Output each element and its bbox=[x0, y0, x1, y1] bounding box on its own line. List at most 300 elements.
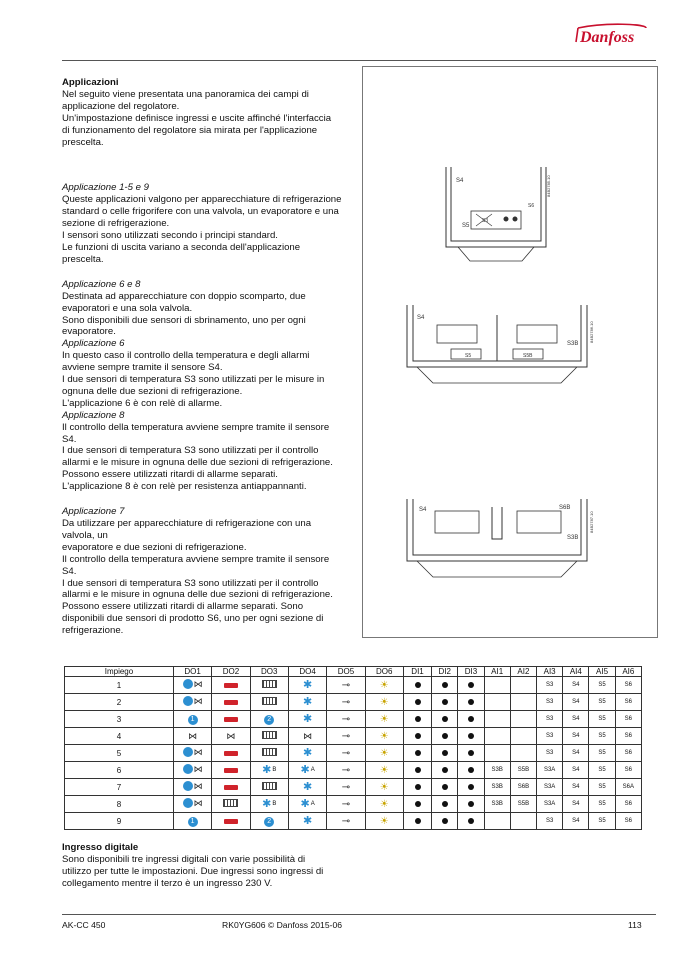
input-dot-icon bbox=[468, 784, 474, 790]
di2-cell bbox=[432, 728, 458, 745]
fan-circle-icon bbox=[183, 798, 193, 808]
digital-input-body bbox=[62, 854, 354, 890]
app-1-5-9-title: Applicazione 1-5 e 9 bbox=[62, 182, 149, 194]
text-line: Sono disponibili tre ingressi digitali con varie possibilità di bbox=[62, 853, 306, 865]
di1-cell bbox=[403, 711, 431, 728]
di2-cell bbox=[432, 745, 458, 762]
input-dot-icon bbox=[415, 682, 421, 688]
diag1-s3: S3 bbox=[482, 218, 489, 224]
diag2-s3b: S3B bbox=[567, 341, 579, 347]
row-id: 9 bbox=[65, 813, 174, 830]
evaporator-fan-icon: ⊸ bbox=[341, 696, 351, 708]
do1-cell bbox=[173, 711, 211, 728]
text-line: Sono disponibili due sensori di sbrinamento, uno per ogni bbox=[62, 314, 306, 326]
di3-cell bbox=[458, 728, 484, 745]
di3-cell bbox=[458, 711, 484, 728]
input-dot-icon bbox=[415, 818, 421, 824]
ai2-cell bbox=[510, 813, 536, 830]
do6-cell bbox=[365, 694, 403, 711]
row-id: 7 bbox=[65, 779, 174, 796]
app-7-body bbox=[62, 518, 354, 637]
ai1-cell: S3B bbox=[484, 796, 510, 813]
compressor-1-icon: 1 bbox=[188, 715, 198, 725]
danfoss-logo bbox=[566, 20, 656, 50]
section-b-tag: B bbox=[272, 801, 277, 807]
app-7-title: Applicazione 7 bbox=[62, 506, 125, 518]
table-row bbox=[65, 694, 642, 711]
input-dot-icon bbox=[415, 716, 421, 722]
do3-cell bbox=[250, 779, 288, 796]
diag3-code: 84B2787.10 bbox=[589, 511, 594, 533]
valve-icon: ⋈ bbox=[188, 730, 198, 741]
do6-cell bbox=[365, 779, 403, 796]
table-row bbox=[65, 745, 642, 762]
diag2-s5: S5 bbox=[465, 353, 472, 359]
input-dot-icon bbox=[415, 733, 421, 739]
fan-icon: ✱ bbox=[302, 713, 313, 725]
do5-cell bbox=[327, 779, 365, 796]
text-line: S4. bbox=[62, 433, 77, 445]
diag3-s6b: S6B bbox=[559, 505, 571, 511]
do4-cell bbox=[288, 779, 326, 796]
text-line: evaporatore e due sezioni di refrigerazione. bbox=[62, 541, 247, 553]
valve-icon: ⋈ bbox=[193, 695, 203, 706]
ai4-cell: S4 bbox=[563, 694, 589, 711]
ai4-cell: S4 bbox=[563, 711, 589, 728]
ai1-cell bbox=[484, 745, 510, 762]
ai1-cell: S3B bbox=[484, 779, 510, 796]
defrost-heater-icon bbox=[262, 680, 277, 688]
ai4-cell: S4 bbox=[563, 813, 589, 830]
app-6-body bbox=[62, 350, 354, 410]
do1-cell bbox=[173, 796, 211, 813]
do2-cell bbox=[212, 728, 250, 745]
do5-cell bbox=[327, 728, 365, 745]
input-dot-icon bbox=[442, 784, 448, 790]
do6-cell bbox=[365, 813, 403, 830]
di1-cell bbox=[403, 762, 431, 779]
table-row bbox=[65, 762, 642, 779]
text-line: Possono essere utilizzati ritardi di allarme separati. bbox=[62, 469, 278, 481]
do4-cell bbox=[288, 728, 326, 745]
di3-cell bbox=[458, 762, 484, 779]
do3-cell bbox=[250, 813, 288, 830]
evaporator-fan-icon: ⊸ bbox=[341, 815, 351, 827]
table-row bbox=[65, 779, 642, 796]
do3-cell bbox=[250, 796, 288, 813]
fan-icon: ✱ bbox=[262, 798, 272, 810]
text-line: L'applicazione 6 è con relè di allarme. bbox=[62, 397, 223, 409]
ai6-cell: S6 bbox=[615, 711, 641, 728]
light-icon: ☀ bbox=[379, 781, 389, 793]
text-line: Nel seguito viene presentata una panoramica dei campi di bbox=[62, 88, 309, 100]
text-line: disponibili due sensori di prodotto S6, uno per ogni sezione di bbox=[62, 613, 324, 625]
do5-cell bbox=[327, 813, 365, 830]
column-header: AI6 bbox=[615, 667, 641, 677]
do3-cell bbox=[250, 711, 288, 728]
table-header-row bbox=[65, 667, 642, 677]
input-dot-icon bbox=[442, 767, 448, 773]
defrost-heater-icon bbox=[262, 731, 277, 739]
table-row bbox=[65, 728, 642, 745]
di3-cell bbox=[458, 694, 484, 711]
input-dot-icon bbox=[442, 801, 448, 807]
input-dot-icon bbox=[468, 699, 474, 705]
do3-cell bbox=[250, 694, 288, 711]
ai3-cell: S3 bbox=[537, 711, 563, 728]
diag1-s5: S5 bbox=[462, 223, 470, 229]
text-line: evaporatore. bbox=[62, 326, 116, 338]
defrost-heater-icon bbox=[262, 697, 277, 705]
do5-cell bbox=[327, 711, 365, 728]
column-header: DO4 bbox=[288, 667, 326, 677]
text-line: Un'impostazione definisce ingressi e uscite affinché l'interfaccia bbox=[62, 112, 332, 124]
intro-body bbox=[62, 89, 354, 149]
ai6-cell: S6 bbox=[615, 796, 641, 813]
column-header: DO1 bbox=[173, 667, 211, 677]
logo-text: Danfoss bbox=[580, 29, 635, 46]
ai5-cell: S5 bbox=[589, 711, 615, 728]
input-dot-icon bbox=[415, 750, 421, 756]
light-icon: ☀ bbox=[379, 713, 389, 725]
do6-cell bbox=[365, 745, 403, 762]
row-id: 4 bbox=[65, 728, 174, 745]
di3-cell bbox=[458, 779, 484, 796]
input-dot-icon bbox=[468, 801, 474, 807]
ai1-cell bbox=[484, 728, 510, 745]
valve-icon: ⋈ bbox=[193, 797, 203, 808]
text-line: I due sensori di temperatura S3 sono utilizzati per il controllo bbox=[62, 445, 319, 457]
input-dot-icon bbox=[468, 716, 474, 722]
text-line: S4. bbox=[62, 565, 77, 577]
text-line: standard o celle frigorifere con una valvola, un evaporatore e una bbox=[62, 206, 339, 218]
heater-icon bbox=[224, 683, 238, 688]
column-header: AI3 bbox=[537, 667, 563, 677]
fan-circle-icon bbox=[183, 679, 193, 689]
ai2-cell bbox=[510, 745, 536, 762]
ai3-cell: S3A bbox=[537, 779, 563, 796]
table-row bbox=[65, 711, 642, 728]
ai5-cell: S5 bbox=[589, 762, 615, 779]
digital-input-title: Ingresso digitale bbox=[62, 842, 139, 853]
app-6-8-body bbox=[62, 291, 354, 339]
light-icon: ☀ bbox=[379, 747, 389, 759]
heater-icon bbox=[224, 717, 238, 722]
light-icon: ☀ bbox=[379, 798, 389, 810]
di2-cell bbox=[432, 694, 458, 711]
do5-cell bbox=[327, 677, 365, 694]
text-line: collegamento mentre il terzo è un ingresso 230 V. bbox=[62, 877, 273, 889]
ai4-cell: S4 bbox=[563, 796, 589, 813]
ai3-cell: S3 bbox=[537, 745, 563, 762]
ai2-cell bbox=[510, 728, 536, 745]
input-dot-icon bbox=[468, 682, 474, 688]
input-dot-icon bbox=[415, 784, 421, 790]
diagram-app-7 bbox=[407, 499, 594, 577]
diag1-s4: S4 bbox=[456, 178, 464, 184]
defrost-heater-icon bbox=[223, 799, 238, 807]
ai1-cell bbox=[484, 711, 510, 728]
di2-cell bbox=[432, 677, 458, 694]
valve-icon: ⋈ bbox=[193, 763, 203, 774]
di2-cell bbox=[432, 762, 458, 779]
ai3-cell: S3 bbox=[537, 694, 563, 711]
fan-circle-icon bbox=[183, 696, 193, 706]
text-line: L'applicazione 8 è con relè per resistenza antiappannanti. bbox=[62, 481, 307, 493]
do1-cell bbox=[173, 779, 211, 796]
ai4-cell: S4 bbox=[563, 762, 589, 779]
valve-icon: ⋈ bbox=[193, 678, 203, 689]
ai2-cell bbox=[510, 677, 536, 694]
ai3-cell: S3 bbox=[537, 677, 563, 694]
ai5-cell: S5 bbox=[589, 796, 615, 813]
do3-cell bbox=[250, 745, 288, 762]
diag3-s3b: S3B bbox=[567, 535, 579, 541]
diag2-s4: S4 bbox=[417, 315, 425, 321]
do3-cell bbox=[250, 677, 288, 694]
evaporator-fan-icon: ⊸ bbox=[341, 747, 351, 759]
application-figures bbox=[362, 66, 658, 638]
column-header: DI1 bbox=[403, 667, 431, 677]
text-line: Queste applicazioni valgono per apparecchiature di refrigerazione bbox=[62, 194, 342, 206]
header-rule bbox=[62, 60, 656, 61]
table-row bbox=[65, 813, 642, 830]
text-line: utilizzo per tutte le impostazioni. Due ingressi sono ingressi di bbox=[62, 865, 324, 877]
evaporator-fan-icon: ⊸ bbox=[341, 781, 351, 793]
di3-cell bbox=[458, 677, 484, 694]
text-line: In questo caso il controllo della temperatura e degli allarmi bbox=[62, 350, 310, 362]
ai6-cell: S6 bbox=[615, 694, 641, 711]
application-table bbox=[64, 666, 642, 830]
fan-circle-icon bbox=[183, 781, 193, 791]
di3-cell bbox=[458, 745, 484, 762]
ai2-cell bbox=[510, 694, 536, 711]
input-dot-icon bbox=[442, 818, 448, 824]
diagram-app-1 bbox=[446, 167, 551, 261]
text-line: Possono essere utilizzati ritardi di allarme separati. Sono bbox=[62, 601, 304, 613]
do5-cell bbox=[327, 694, 365, 711]
column-header: DO2 bbox=[212, 667, 250, 677]
fan-circle-icon bbox=[183, 764, 193, 774]
ai3-cell: S3 bbox=[537, 728, 563, 745]
do1-cell bbox=[173, 813, 211, 830]
diag1-code: 84B2785.10 bbox=[546, 175, 551, 197]
text-line: di funzionamento del regolatore sia mirata per l'applicazione bbox=[62, 124, 318, 136]
do2-cell bbox=[212, 813, 250, 830]
do4-cell bbox=[288, 677, 326, 694]
ai3-cell: S3A bbox=[537, 796, 563, 813]
do4-cell bbox=[288, 745, 326, 762]
ai6-cell: S6 bbox=[615, 813, 641, 830]
do4-cell bbox=[288, 813, 326, 830]
app-1-5-9-body bbox=[62, 194, 354, 265]
do6-cell bbox=[365, 762, 403, 779]
footer-doc: RK0YG606 © Danfoss 2015-06 bbox=[222, 920, 343, 930]
do4-cell bbox=[288, 762, 326, 779]
di1-cell bbox=[403, 796, 431, 813]
input-dot-icon bbox=[468, 767, 474, 773]
text-line: I due sensori di temperatura S3 sono utilizzati per il controllo bbox=[62, 577, 319, 589]
table-body bbox=[65, 677, 642, 830]
do1-cell bbox=[173, 677, 211, 694]
ai4-cell: S4 bbox=[563, 677, 589, 694]
text-line: ognuna delle due sezioni di refrigerazione. bbox=[62, 385, 243, 397]
do4-cell bbox=[288, 711, 326, 728]
evaporator-fan-icon: ⊸ bbox=[341, 679, 351, 691]
ai3-cell: S3A bbox=[537, 762, 563, 779]
ai5-cell: S5 bbox=[589, 694, 615, 711]
do6-cell bbox=[365, 796, 403, 813]
input-dot-icon bbox=[442, 716, 448, 722]
do2-cell bbox=[212, 677, 250, 694]
ai5-cell: S5 bbox=[589, 813, 615, 830]
column-header: AI5 bbox=[589, 667, 615, 677]
di1-cell bbox=[403, 745, 431, 762]
ai6-cell: S6A bbox=[615, 779, 641, 796]
input-dot-icon bbox=[468, 818, 474, 824]
text-line: I due sensori di temperatura S3 sono utilizzati per le misure in bbox=[62, 374, 325, 386]
input-dot-icon bbox=[415, 767, 421, 773]
do1-cell bbox=[173, 728, 211, 745]
fan-icon: ✱ bbox=[302, 679, 313, 691]
light-icon: ☀ bbox=[379, 679, 389, 691]
input-dot-icon bbox=[442, 699, 448, 705]
ai6-cell: S6 bbox=[615, 677, 641, 694]
app-6-title: Applicazione 6 bbox=[62, 338, 125, 350]
fan-icon: ✱ bbox=[302, 747, 313, 759]
section-a-tag: A bbox=[310, 801, 315, 807]
section-title: Applicazioni bbox=[62, 77, 119, 88]
text-line: prescelta. bbox=[62, 253, 104, 265]
digital-input-section bbox=[62, 842, 354, 890]
defrost-heater-icon bbox=[262, 748, 277, 756]
application-diagrams bbox=[363, 67, 657, 637]
ai6-cell: S6 bbox=[615, 762, 641, 779]
row-id: 8 bbox=[65, 796, 174, 813]
compressor-2-icon: 2 bbox=[264, 715, 274, 725]
row-id: 3 bbox=[65, 711, 174, 728]
input-dot-icon bbox=[468, 750, 474, 756]
ai4-cell: S4 bbox=[563, 728, 589, 745]
di2-cell bbox=[432, 711, 458, 728]
fan-icon: ✱ bbox=[300, 764, 310, 776]
column-header: DI2 bbox=[432, 667, 458, 677]
ai6-cell: S6 bbox=[615, 728, 641, 745]
text-line: applicazione del regolatore. bbox=[62, 100, 180, 112]
column-header: DI3 bbox=[458, 667, 484, 677]
diag3-s4: S4 bbox=[419, 507, 427, 513]
do2-cell bbox=[212, 796, 250, 813]
text-line: allarmi e le misure in ognuna delle due sezioni di refrigerazione. bbox=[62, 589, 333, 601]
text-column bbox=[62, 77, 354, 637]
valve-icon: ⋈ bbox=[193, 780, 203, 791]
text-line: sezione di refrigerazione. bbox=[62, 218, 170, 230]
di1-cell bbox=[403, 728, 431, 745]
row-id: 1 bbox=[65, 677, 174, 694]
fan-icon: ✱ bbox=[302, 781, 313, 793]
ai2-cell: S5B bbox=[510, 762, 536, 779]
valve-icon: ⋈ bbox=[193, 746, 203, 757]
do5-cell bbox=[327, 745, 365, 762]
fan-icon: ✱ bbox=[302, 815, 313, 827]
input-dot-icon bbox=[442, 682, 448, 688]
diag2-s5b: S5B bbox=[523, 353, 533, 359]
fan-circle-icon bbox=[183, 747, 193, 757]
column-header: AI1 bbox=[484, 667, 510, 677]
do4-cell bbox=[288, 796, 326, 813]
do3-cell bbox=[250, 728, 288, 745]
ai1-cell bbox=[484, 694, 510, 711]
di1-cell bbox=[403, 677, 431, 694]
do3-cell bbox=[250, 762, 288, 779]
light-icon: ☀ bbox=[379, 696, 389, 708]
do4-cell bbox=[288, 694, 326, 711]
heater-icon bbox=[224, 819, 238, 824]
di2-cell bbox=[432, 779, 458, 796]
heater-icon bbox=[224, 785, 238, 790]
evaporator-fan-icon: ⊸ bbox=[341, 798, 351, 810]
compressor-1-icon: 1 bbox=[188, 817, 198, 827]
fan-icon: ✱ bbox=[302, 696, 313, 708]
text-line: Destinata ad apparecchiature con doppio scomparto, due bbox=[62, 290, 306, 302]
ai2-cell: S5B bbox=[510, 796, 536, 813]
do1-cell bbox=[173, 745, 211, 762]
ai4-cell: S4 bbox=[563, 779, 589, 796]
do5-cell bbox=[327, 796, 365, 813]
text-line: prescelta. bbox=[62, 136, 104, 148]
ai2-cell: S6B bbox=[510, 779, 536, 796]
do2-cell bbox=[212, 694, 250, 711]
heater-icon bbox=[224, 751, 238, 756]
text-line: refrigerazione. bbox=[62, 625, 124, 637]
do2-cell bbox=[212, 711, 250, 728]
column-header: DO6 bbox=[365, 667, 403, 677]
light-icon: ☀ bbox=[379, 764, 389, 776]
heater-icon bbox=[224, 768, 238, 773]
column-header: DO3 bbox=[250, 667, 288, 677]
fan-icon: ✱ bbox=[262, 764, 272, 776]
text-line: allarmi e le misure in ognuna delle due sezioni di refrigerazione. bbox=[62, 457, 333, 469]
app-8-title: Applicazione 8 bbox=[62, 409, 125, 421]
do5-cell bbox=[327, 762, 365, 779]
do6-cell bbox=[365, 711, 403, 728]
light-icon: ☀ bbox=[379, 815, 389, 827]
di1-cell bbox=[403, 779, 431, 796]
app-6-8-title: Applicazione 6 e 8 bbox=[62, 278, 141, 290]
row-id: 2 bbox=[65, 694, 174, 711]
di3-cell bbox=[458, 796, 484, 813]
section-b-tag: B bbox=[272, 767, 277, 773]
ai6-cell: S6 bbox=[615, 745, 641, 762]
defrost-heater-icon bbox=[262, 782, 277, 790]
text-line: avviene sempre tramite il sensore S4. bbox=[62, 362, 223, 374]
compressor-2-icon: 2 bbox=[264, 817, 274, 827]
evaporator-fan-icon: ⊸ bbox=[341, 713, 351, 725]
table-row bbox=[65, 796, 642, 813]
column-header: DO5 bbox=[327, 667, 365, 677]
section-a-tag: A bbox=[310, 767, 315, 773]
input-dot-icon bbox=[415, 699, 421, 705]
column-header: Impiego bbox=[65, 667, 174, 677]
row-id: 5 bbox=[65, 745, 174, 762]
do6-cell bbox=[365, 728, 403, 745]
text-line: Il controllo della temperatura avviene sempre tramite il sensore bbox=[62, 553, 330, 565]
ai5-cell: S5 bbox=[589, 728, 615, 745]
footer-page-number: 113 bbox=[628, 920, 642, 930]
di1-cell bbox=[403, 813, 431, 830]
input-dot-icon bbox=[442, 733, 448, 739]
text-line: Le funzioni di uscita variano a seconda dell'applicazione bbox=[62, 241, 301, 253]
